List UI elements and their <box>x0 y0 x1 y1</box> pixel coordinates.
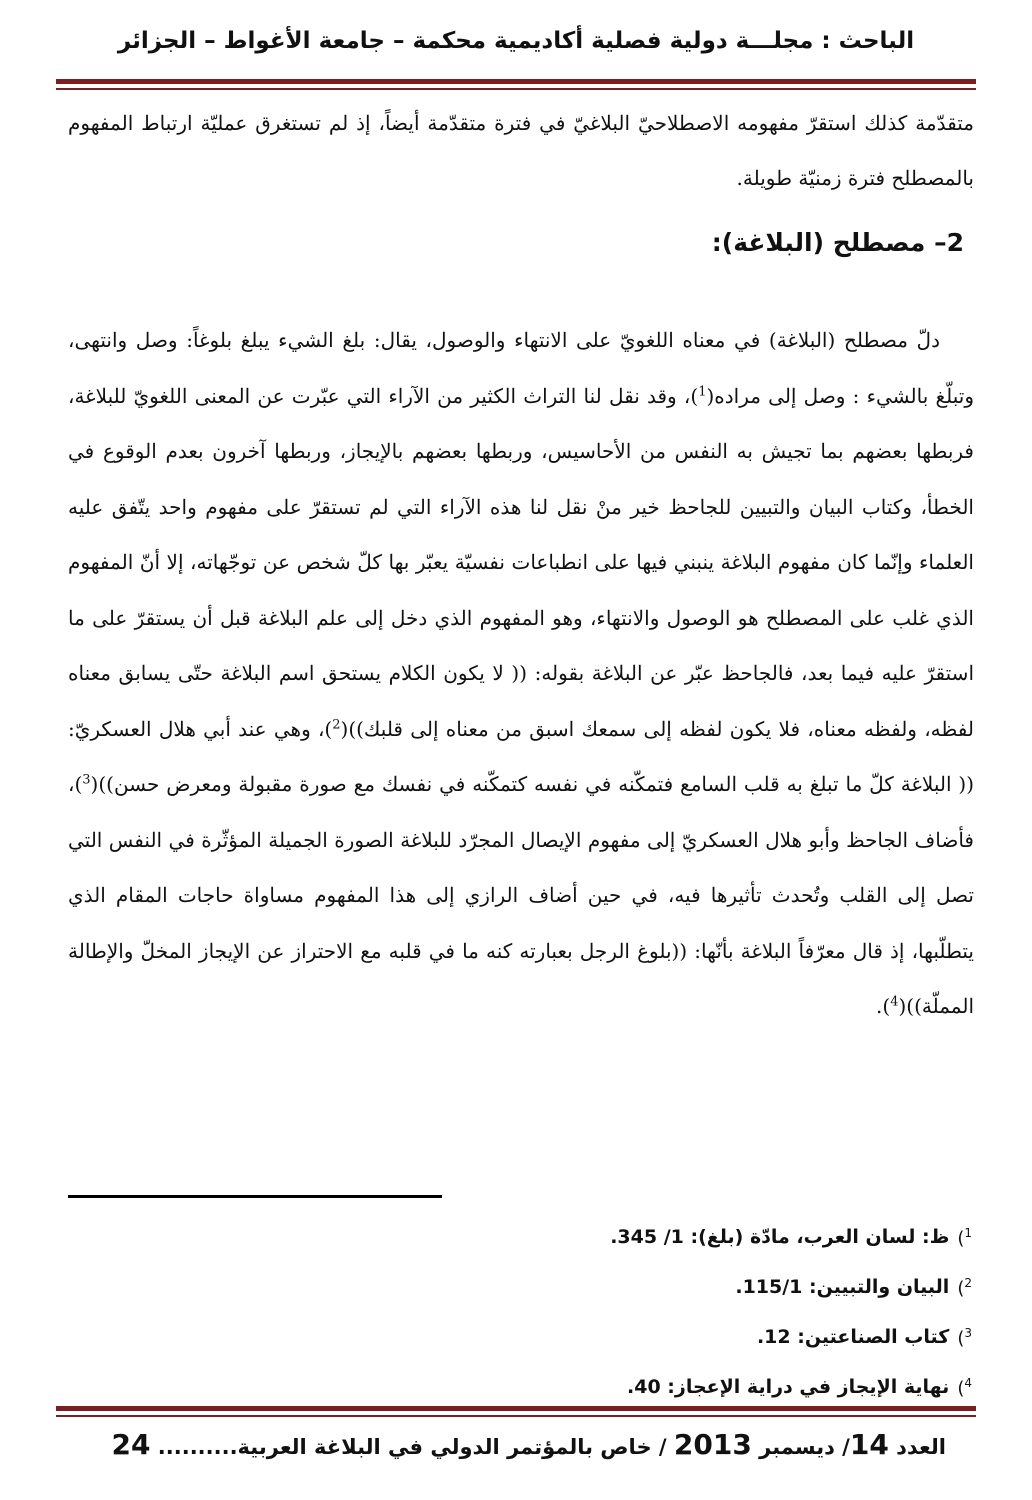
footnote-marker: $^2$) <box>957 1275 972 1299</box>
footnote-ref-1: 1 <box>698 383 707 399</box>
footnote-item <box>610 1262 972 1312</box>
footer-rule-thick <box>56 1406 976 1411</box>
footer-special: / خاص بالمؤتمر الدولي في البلاغة العربية.......... <box>157 1435 667 1459</box>
footnotes-list <box>610 1212 972 1412</box>
footnote-item <box>610 1312 972 1362</box>
header-rule-thick <box>56 79 976 84</box>
footnote-separator <box>68 1195 442 1198</box>
main-paragraph <box>68 313 974 1035</box>
main-text-part4: )، فأضاف الجاحظ وأبو هلال العسكريّ إلى مفهوم الإيصال المجرّد للبلاغة الصورة الجميلة المؤثّرة في النفس التي تصل إلى القلب وتُحدث تأثيرها فيه، في حين أضاف الرازي إلى هذا المفهوم مساواة حاجات المقام الذي يتطلّبها، إذ قال معرّفاً البلاغة بأنّها: ((بلوغ الرجل بعبارته كنه ما في قلبه مع الاحتراز عن الإيجاز المخلّ والإطالة المملّة))( <box>68 772 974 1018</box>
section-heading <box>712 228 964 257</box>
section-heading-text: 2– مصطلح (البلاغة): <box>711 228 964 257</box>
footer-rule-thin <box>56 1415 976 1417</box>
header-title: الباحث : مجلـــة دولية فصلية أكاديمية محكمة – جامعة الأغواط – الجزائر <box>117 28 915 54</box>
footnote-ref-3: 3 <box>82 772 91 788</box>
footnote-marker: $^1$) <box>957 1225 972 1249</box>
footnote-text: ظ: لسان العرب، مادّة (بلغ): 1/ 345. <box>610 1226 950 1248</box>
footnote-ref-4: 4 <box>890 994 899 1010</box>
main-text-part5: ). <box>876 994 891 1018</box>
footnote-marker: $^4$) <box>957 1375 972 1399</box>
main-text-part3: )، وهي عند أبي هلال العسكريّ: (( البلاغة كلّ ما تبلغ به قلب السامع فتمكّنه في نفسه كتمكّنه في نفسك مع صورة مقبولة ومعرض حسن))( <box>68 716 974 796</box>
footnote-text: نهاية الإيجاز في دراية الإعجاز: 40. <box>627 1376 950 1398</box>
main-text <box>68 313 974 1035</box>
page-number: 24 <box>111 1428 151 1461</box>
footnote-item <box>610 1212 972 1262</box>
footnote-ref-2: 2 <box>332 716 341 732</box>
header-rule-thin <box>56 88 976 90</box>
footnote-text: كتاب الصناعتين: 12. <box>756 1326 950 1348</box>
footer-year: 2013 <box>673 1428 752 1461</box>
footnote-item <box>610 1362 972 1412</box>
footnote-text: البيان والتبيين: 115/1. <box>735 1276 950 1298</box>
running-header <box>60 28 972 54</box>
footer-month: / ديسمبر <box>759 1435 850 1459</box>
footer-issue-label: العدد <box>896 1435 946 1459</box>
intro-paragraph <box>68 96 974 206</box>
main-text-part1: دلّ مصطلح (البلاغة) في معناه اللغويّ على الانتهاء والوصول، يقال: بلغ الشيء يبلغ بلوغاً: وصل وانتهى، وتبلّغ بالشيء : وصل إلى مراده( <box>68 328 974 408</box>
footer-issue-number: 14 <box>849 1428 889 1461</box>
main-text-part2: )، وقد نقل لنا التراث الكثير من الآراء التي عبّرت عن المعنى اللغويّ للبلاغة، فربطها بعضهم بما تجيش به النفس من الأحاسيس، وربطها بعضهم بالإيجاز، وربطها آخرون بعدم الوقوع في الخطأ، وكتاب البيان والتبيين للجاحظ خير منْ نقل لنا هذه الآراء التي لم تستقرّ على مفهوم واحد يتّفق عليه العلماء وإنّما كان مفهوم البلاغة ينبني فيها على انطباعات نفسيّة يعبّر بها كلّ شخص عن توجّهاته، إلا أنّ المفهوم الذي غلب على المصطلح هو الوصول والانتهاء، وهو المفهوم الذي دخل إلى علم البلاغة قبل أن يستقرّ على ما استقرّ عليه فيما بعد، فالجاحظ عبّر عن البلاغة بقوله: (( لا يكون الكلام يستحق اسم البلاغة حتّى يسابق معناه لفظه، ولفظه معناه، فلا يكون لفظه إلى سمعك اسبق من معناه إلى قلبك))( <box>68 383 974 741</box>
page-footer <box>94 1428 946 1461</box>
footnote-marker: $^3$) <box>957 1325 972 1349</box>
intro-text: متقدّمة كذلك استقرّ مفهومه الاصطلاحيّ البلاغيّ في فترة متقدّمة أيضاً، إذ لم تستغرق عمليّة ارتباط المفهوم بالمصطلح فترة زمنيّة طويلة. <box>68 111 974 190</box>
